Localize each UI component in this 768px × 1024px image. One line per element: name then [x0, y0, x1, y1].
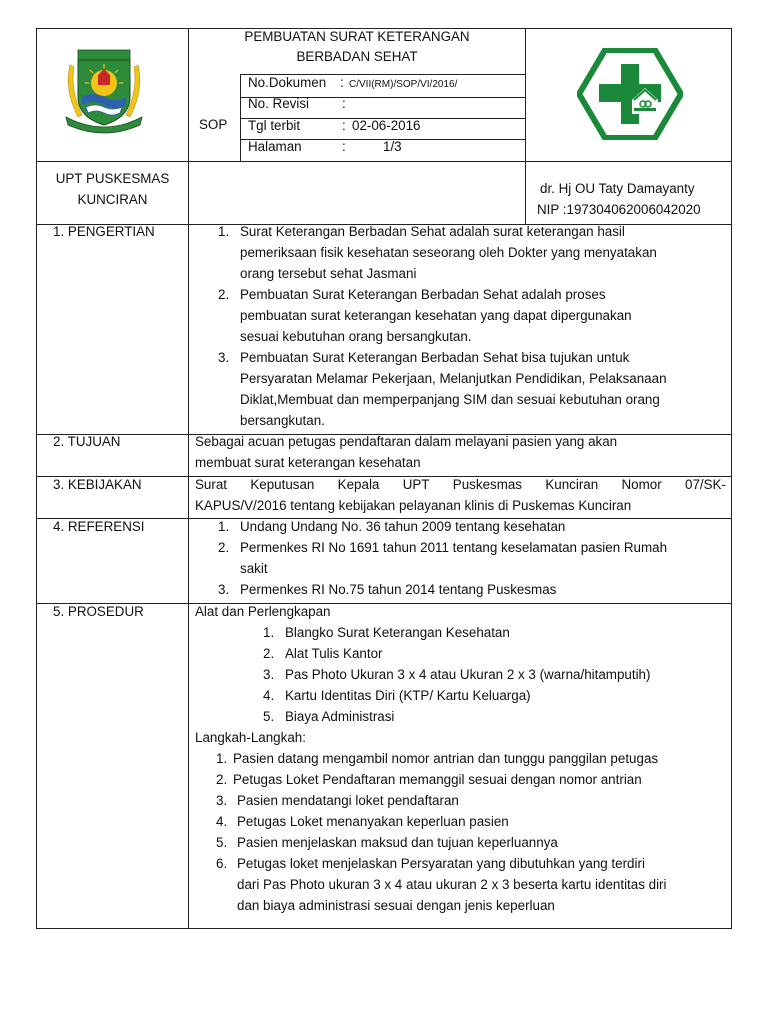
- puskesmas-logo-icon: [577, 48, 683, 140]
- section-label-referensi: 4. REFERENSI: [53, 519, 145, 534]
- list-number: 5.: [263, 709, 275, 724]
- list-item: Permenkes RI No 1691 tahun 2011 tentang keselamatan pasien Rumah: [240, 540, 668, 555]
- signer-name: dr. Hj OU Taty Damayanty: [540, 181, 695, 196]
- kebijakan-justified-line: [195, 477, 726, 493]
- kebijakan-word: Kunciran: [545, 477, 599, 492]
- kota-tangerang-emblem: [60, 45, 148, 135]
- tujuan-text: membuat surat keterangan kesehatan: [195, 455, 421, 470]
- list-item: Biaya Administrasi: [285, 709, 395, 724]
- kebijakan-word: UPT: [402, 477, 430, 492]
- kebijakan-word: Keputusan: [250, 477, 315, 492]
- sop-title-line1: PEMBUATAN SURAT KETERANGAN: [244, 29, 470, 44]
- list-number: 3.: [218, 582, 230, 597]
- tgl-terbit-value: 02-06-2016: [352, 118, 421, 133]
- list-number: 1.: [216, 751, 228, 766]
- list-item: sakit: [240, 561, 268, 576]
- list-number: 2.: [263, 646, 275, 661]
- list-number: 3.: [218, 350, 230, 365]
- halaman-sep: :: [342, 139, 346, 154]
- list-item: Pas Photo Ukuran 3 x 4 atau Ukuran 2 x 3 (warna/hitamputih): [285, 667, 651, 682]
- list-number: 3.: [263, 667, 275, 682]
- list-item: Alat Tulis Kantor: [285, 646, 383, 661]
- halaman-value: 1/3: [383, 139, 402, 154]
- langkah-heading: Langkah-Langkah:: [195, 730, 306, 745]
- org-name-line2: KUNCIRAN: [77, 192, 148, 207]
- list-item: Blangko Surat Keterangan Kesehatan: [285, 625, 510, 640]
- list-item: dan biaya administrasi sesuai dengan jenis keperluan: [237, 898, 555, 913]
- list-item: Pembuatan Surat Keterangan Berbadan Sehat bisa tujukan untuk: [240, 350, 630, 365]
- list-number: 5.: [216, 835, 228, 850]
- kota-tangerang-emblem-icon: [60, 45, 148, 135]
- kebijakan-word: Surat: [195, 477, 228, 492]
- list-number: 4.: [216, 814, 228, 829]
- kebijakan-word: Kepala: [337, 477, 380, 492]
- signer-nip: NIP :197304062006042020: [537, 202, 701, 217]
- list-item: Petugas Loket Pendaftaran memanggil sesuai dengan nomor antrian: [233, 772, 642, 787]
- list-item: pembuatan surat keterangan kesehatan yang dapat dipergunakan: [240, 308, 632, 323]
- kebijakan-word: Nomor: [621, 477, 662, 492]
- list-item: Surat Keterangan Berbadan Sehat adalah surat keterangan hasil: [240, 224, 625, 239]
- kebijakan-text: KAPUS/V/2016 tentang kebijakan pelayanan klinis di Puskemas Kunciran: [195, 498, 632, 513]
- list-number: 2.: [218, 540, 230, 555]
- list-item: Petugas loket menjelaskan Persyaratan yang dibutuhkan yang terdiri: [237, 856, 645, 871]
- list-item: Kartu Identitas Diri (KTP/ Kartu Keluarga): [285, 688, 531, 703]
- halaman-label: Halaman: [248, 139, 302, 154]
- section-label-pengertian: 1. PENGERTIAN: [53, 224, 155, 239]
- alat-heading: Alat dan Perlengkapan: [195, 604, 331, 619]
- list-number: 2.: [216, 772, 228, 787]
- tujuan-text: Sebagai acuan petugas pendaftaran dalam melayani pasien yang akan: [195, 434, 618, 449]
- section-label-prosedur: 5. PROSEDUR: [53, 604, 144, 619]
- tgl-terbit-sep: :: [342, 118, 346, 133]
- list-item: Petugas Loket menanyakan keperluan pasien: [237, 814, 509, 829]
- list-item: sesuai kebutuhan orang bersangkutan.: [240, 329, 472, 344]
- list-number: 1.: [218, 519, 230, 534]
- no-dokumen-sep: :: [340, 75, 344, 90]
- puskesmas-logo: [577, 48, 683, 140]
- list-item: Undang Undang No. 36 tahun 2009 tentang kesehatan: [240, 519, 566, 534]
- list-number: 1.: [218, 224, 230, 239]
- list-item: Pembuatan Surat Keterangan Berbadan Sehat adalah proses: [240, 287, 606, 302]
- table-border-right: [731, 28, 732, 929]
- list-number: 3.: [216, 793, 228, 808]
- sop-title-line2: BERBADAN SEHAT: [296, 49, 418, 64]
- list-number: 6.: [216, 856, 228, 871]
- no-dokumen-label: No.Dokumen: [248, 75, 327, 90]
- tgl-terbit-label: Tgl terbit: [248, 118, 301, 133]
- column-divider: [188, 28, 189, 929]
- list-item: Pasien mendatangi loket pendaftaran: [237, 793, 459, 808]
- section-label-kebijakan: 3. KEBIJAKAN: [53, 477, 142, 492]
- table-border-bottom: [36, 928, 732, 929]
- org-name-line1: UPT PUSKESMAS: [55, 171, 170, 186]
- list-item: pemeriksaan fisik kesehatan seseorang oleh Dokter yang menyatakan: [240, 245, 657, 260]
- no-dokumen-value: C/VII(RM)/SOP/VI/2016/: [349, 79, 458, 90]
- list-item: dari Pas Photo ukuran 3 x 4 atau ukuran 2 x 3 beserta kartu identitas diri: [237, 877, 667, 892]
- kebijakan-word: 07/SK-: [685, 477, 726, 492]
- list-item: Persyaratan Melamar Pekerjaan, Melanjutkan Pendidikan, Pelaksanaan: [240, 371, 667, 386]
- list-item: Diklat,Membuat dan memperpanjang SIM dan sesuai kebutuhan orang: [240, 392, 660, 407]
- no-revisi-sep: :: [342, 96, 346, 111]
- list-number: 1.: [263, 625, 275, 640]
- table-border-left: [36, 28, 37, 929]
- rule: [36, 161, 732, 162]
- column-divider: [525, 28, 526, 225]
- list-item: Pasien menjelaskan maksud dan tujuan keperluannya: [237, 835, 558, 850]
- column-divider: [240, 74, 241, 162]
- section-label-tujuan: 2. TUJUAN: [53, 434, 121, 449]
- sop-label: SOP: [199, 117, 228, 132]
- list-number: 2.: [218, 287, 230, 302]
- kebijakan-word: Puskesmas: [452, 477, 523, 492]
- list-item: Permenkes RI No.75 tahun 2014 tentang Puskesmas: [240, 582, 557, 597]
- list-item: bersangkutan.: [240, 413, 325, 428]
- list-item: orang tersebut sehat Jasmani: [240, 266, 417, 281]
- no-revisi-label: No. Revisi: [248, 96, 310, 111]
- list-item: Pasien datang mengambil nomor antrian dan tunggu panggilan petugas: [233, 751, 659, 766]
- list-number: 4.: [263, 688, 275, 703]
